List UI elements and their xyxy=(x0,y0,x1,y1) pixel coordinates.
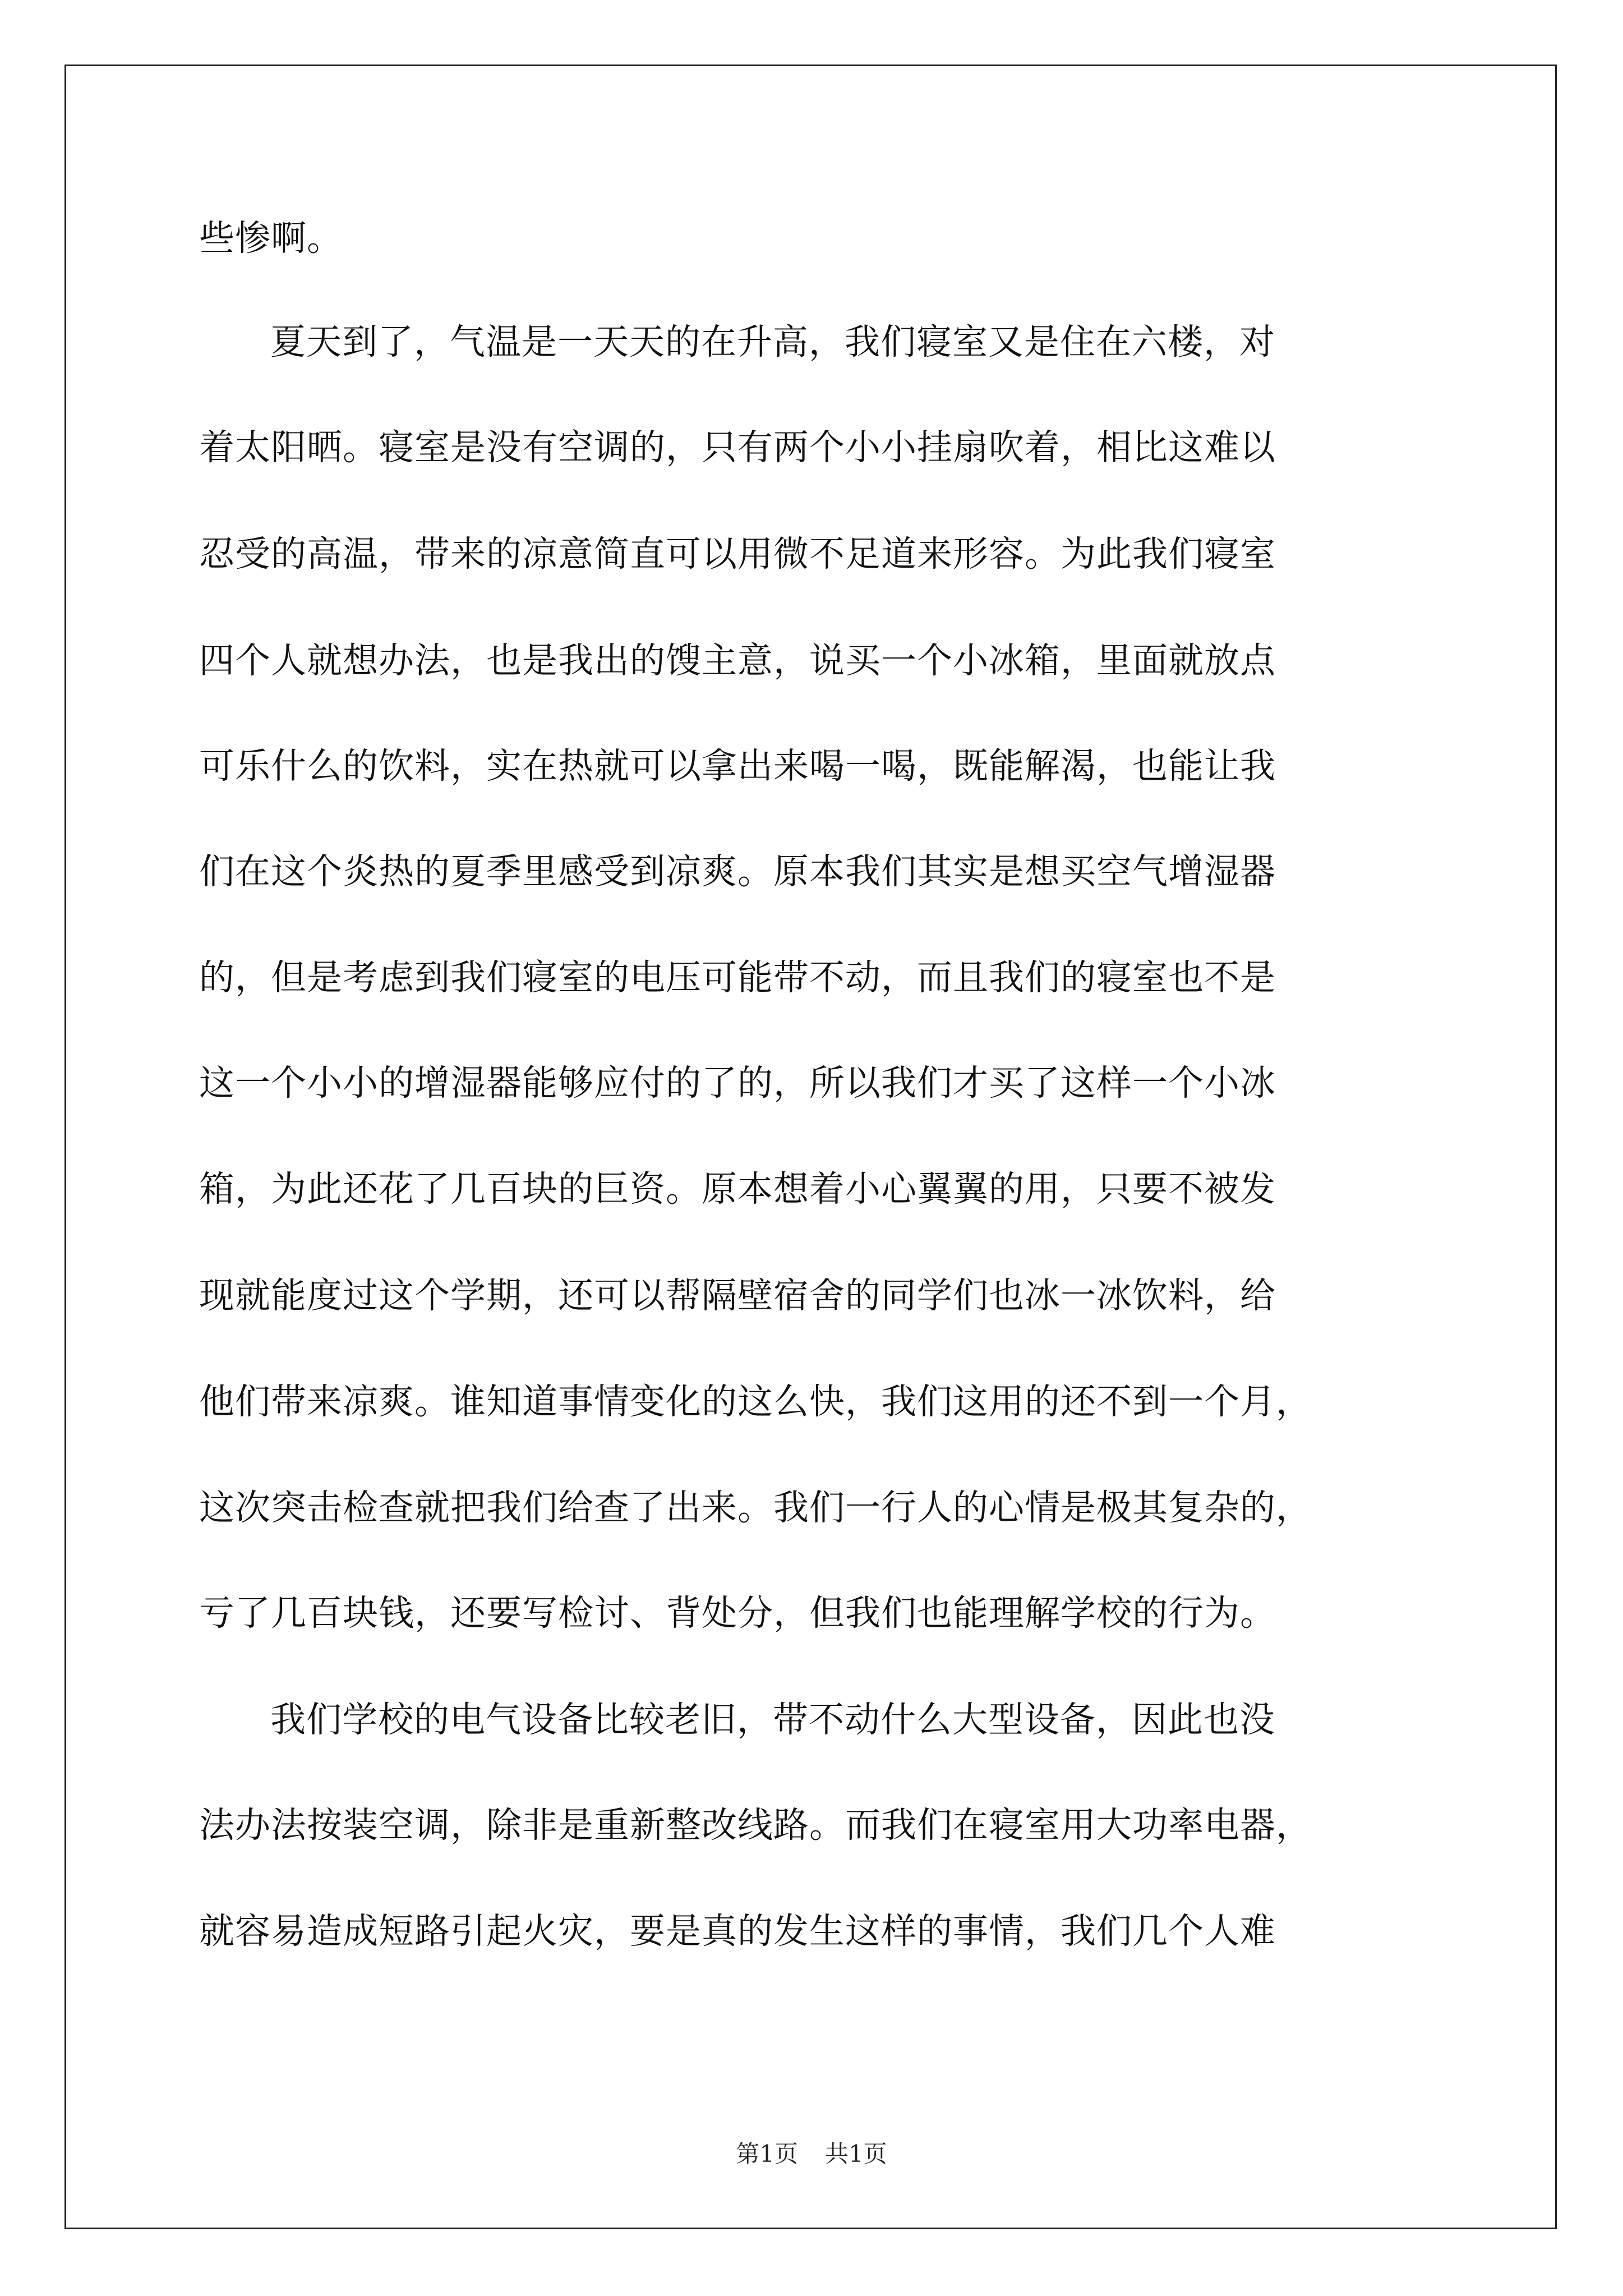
text-line: 箱，为此还花了几百块的巨资。原本想着小心翼翼的用，只要不被发 xyxy=(199,1168,1276,1209)
text-line: 现就能度过这个学期，还可以帮隔壁宿舍的同学们也冰一冰饮料，给 xyxy=(199,1275,1276,1316)
paragraph-first-line: 夏天到了，气温是一天天的在升高，我们寝室又是住在六楼，对 xyxy=(270,321,1275,362)
text-line: 法办法按装空调，除非是重新整改线路。而我们在寝室用大功率电器， xyxy=(199,1805,1312,1846)
text-line: 可乐什么的饮料，实在热就可以拿出来喝一喝，既能解渴，也能让我 xyxy=(199,746,1276,786)
page-number-current: 第1页 xyxy=(736,2140,798,2168)
text-line: 的，但是考虑到我们寝室的电压可能带不动，而且我们的寝室也不是 xyxy=(199,957,1276,998)
text-line: 就容易造成短路引起火灾，要是真的发生这样的事情，我们几个人难 xyxy=(199,1911,1276,1952)
text-line: 着太阳晒。寝室是没有空调的，只有两个小小挂扇吹着，相比这难以 xyxy=(199,427,1276,468)
text-line: 们在这个炎热的夏季里感受到凉爽。原本我们其实是想买空气增湿器 xyxy=(199,851,1276,892)
paragraph-first-line: 我们学校的电气设备比较老旧，带不动什么大型设备，因此也没 xyxy=(270,1699,1275,1740)
page-number-total: 共1页 xyxy=(825,2140,887,2168)
page-border xyxy=(64,65,1557,2229)
text-line: 四个人就想办法，也是我出的馊主意，说买一个小冰箱，里面就放点 xyxy=(199,640,1276,681)
text-line: 忍受的高温，带来的凉意简直可以用微不足道来形容。为此我们寝室 xyxy=(199,533,1276,574)
text-line: 这次突击检查就把我们给查了出来。我们一行人的心情是极其复杂的， xyxy=(199,1487,1312,1528)
text-line: 些惨啊。 xyxy=(199,218,343,259)
page-footer xyxy=(0,2137,1623,2171)
text-line: 他们带来凉爽。谁知道事情变化的这么快，我们这用的还不到一个月， xyxy=(199,1381,1312,1422)
text-line: 亏了几百块钱，还要写检讨、背处分，但我们也能理解学校的行为。 xyxy=(199,1593,1276,1634)
text-line: 这一个小小的增湿器能够应付的了的，所以我们才买了这样一个小冰 xyxy=(199,1062,1276,1103)
